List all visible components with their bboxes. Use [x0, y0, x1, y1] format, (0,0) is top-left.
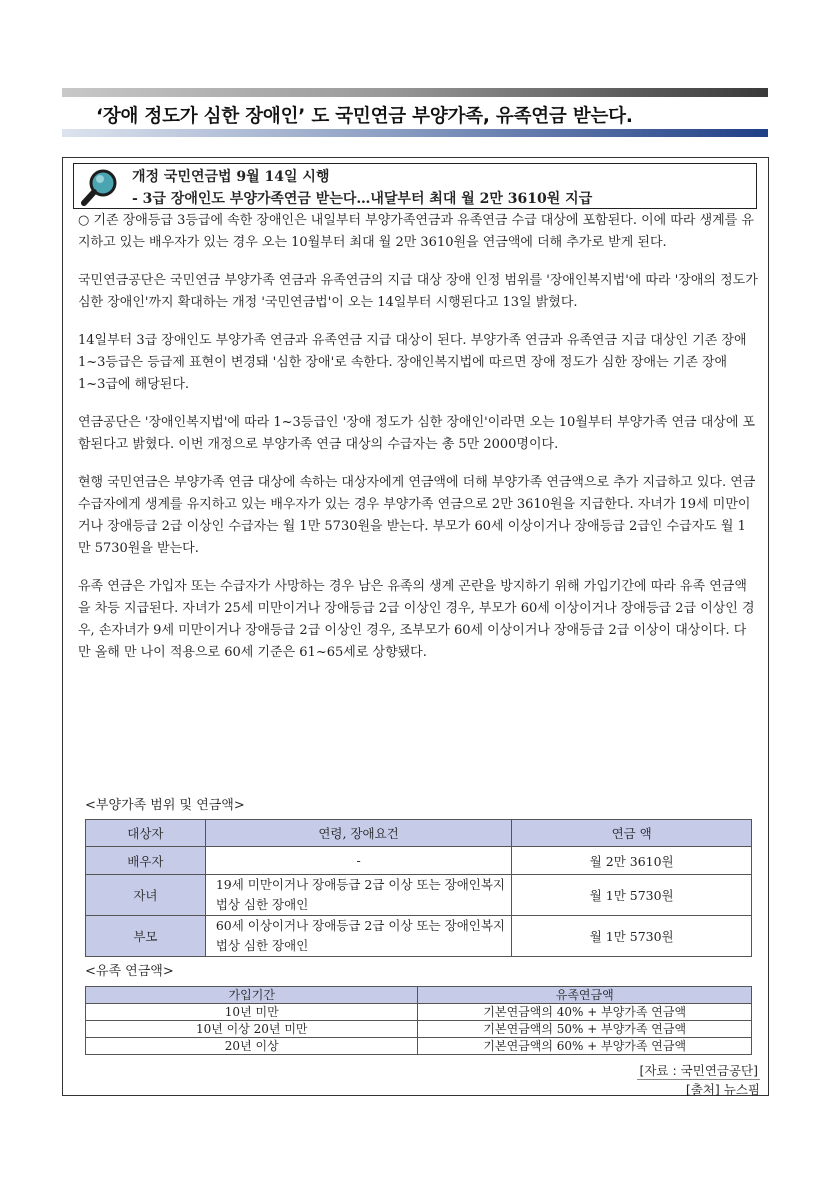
- table-row: [86, 847, 752, 875]
- period-cell: 10년 이상 20년 미만: [86, 1021, 418, 1038]
- survivor-table-caption: <유족 연금액>: [85, 964, 174, 979]
- table-header: 대상자: [86, 820, 206, 847]
- summary-line-2: - 3급 장애인도 부양가족연금 받는다…내달부터 최대 월 2만 3610원 지급: [132, 191, 593, 207]
- article-credit: [출처] 뉴스핌: [685, 1082, 760, 1097]
- table-header: 가입기간: [86, 987, 418, 1004]
- paragraph: 현행 국민연금은 부양가족 연금 대상에 속하는 대상자에게 연금액에 더해 부양가족 연금액으로 추가 지급하고 있다. 연금 수급자에게 생계를 유지하고 있는 배우자가 있는 경우 부양가족 연금으로 2만 3610원을 지급한다. 자녀가 19세 미만이거나 장애등급 2급 이상인 수급자는 월 1만 5730원을 받는다. 부모가 60세 이상이거나 장애등급 2급인 수급자도 월 1만 5730원을 받는다.: [78, 475, 756, 556]
- amount-cell: 월 1만 5730원: [512, 875, 752, 916]
- article-body: [78, 210, 758, 680]
- summary-box: [73, 163, 757, 209]
- amount-cell: 기본연금액의 40% + 부양가족 연금액: [418, 1004, 752, 1021]
- amount-cell: 월 1만 5730원: [512, 916, 752, 957]
- paragraph: ○ 기존 장애등급 3등급에 속한 장애인은 내일부터 부양가족연금과 유족연금 수급 대상에 포함된다. 이에 따라 생계를 유지하고 있는 배우자가 있는 경우 오는 10월부터 최대 월 2만 3610원을 연금액에 더해 추가로 받게 된다.: [78, 213, 754, 250]
- target-cell: 배우자: [86, 847, 206, 875]
- table-header-row: [86, 987, 752, 1004]
- period-cell: 20년 이상: [86, 1038, 418, 1055]
- amount-cell: 월 2만 3610원: [512, 847, 752, 875]
- table-header: 연금 액: [512, 820, 752, 847]
- paragraph: 연금공단은 '장애인복지법'에 따라 1~3등급인 '장애 정도가 심한 장애인'이라면 오는 10월부터 부양가족 연금 대상에 포함된다고 밝혔다. 이번 개정으로 부양가족 연금 대상의 수급자는 총 5만 2000명이다.: [78, 415, 756, 452]
- table-row: [86, 1038, 752, 1055]
- table-header: 유족연금액: [418, 987, 752, 1004]
- requirement-cell: 60세 이상이거나 장애등급 2급 이상 또는 장애인복지법상 심한 장애인: [205, 916, 512, 957]
- amount-cell: 기본연금액의 50% + 부양가족 연금액: [418, 1021, 752, 1038]
- requirement-cell: 19세 미만이거나 장애등급 2급 이상 또는 장애인복지법상 심한 장애인: [205, 875, 512, 916]
- table-header-row: [86, 820, 752, 847]
- headline-bottom-bar: [62, 129, 768, 137]
- table-header: 연령, 장애요건: [205, 820, 512, 847]
- table-row: [86, 875, 752, 916]
- headline-top-bar: [62, 88, 768, 97]
- dependent-table-caption: <부양가족 범위 및 연금액>: [85, 798, 245, 813]
- data-source-note: [자료 : 국민연금공단]: [639, 1063, 758, 1078]
- table-row: [86, 916, 752, 957]
- magnifier-icon: [80, 167, 120, 207]
- survivor-pension-table: [85, 986, 752, 1055]
- headline: ‘장애 정도가 심한 장애인’ 도 국민연금 부양가족, 유족연금 받는다.: [96, 106, 633, 127]
- dependent-pension-table: [85, 819, 752, 957]
- target-cell: 부모: [86, 916, 206, 957]
- period-cell: 10년 미만: [86, 1004, 418, 1021]
- requirement-cell: -: [205, 847, 512, 875]
- paragraph: 국민연금공단은 국민연금 부양가족 연금과 유족연금의 지급 대상 장애 인정 범위를 '장애인복지법'에 따라 '장애의 정도가 심한 장애인'까지 확대하는 개정 '국민연금법'이 오는 14일부터 시행된다고 13일 밝혔다.: [78, 273, 758, 310]
- paragraph: 유족 연금은 가입자 또는 수급자가 사망하는 경우 남은 유족의 생계 곤란을 방지하기 위해 가입기간에 따라 유족 연금액을 차등 지급된다. 자녀가 25세 미만이거나 장애등급 2급 이상인 경우, 부모가 60세 이상이거나 장애등급 2급 이상인 경우, 손자녀가 9세 미만이거나 장애등급 2급 이상인 경우, 조부모가 60세 이상이거나 장애등급 2급 이상이 대상이다. 다만 올해 만 나이 적용으로 60세 기준은 61~65세로 상향됐다.: [78, 579, 755, 660]
- summary-line-1: 개정 국민연금법 9월 14일 시행: [132, 169, 330, 185]
- paragraph: 14일부터 3급 장애인도 부양가족 연금과 유족연금 지급 대상이 된다. 부양가족 연금과 유족연금 지급 대상인 기존 장애 1~3등급은 등급제 표현이 변경돼 '심한 장애'로 속한다. 장애인복지법에 따르면 장애 정도가 심한 장애는 기존 장애 1~3급에 해당된다.: [78, 333, 747, 392]
- table-row: [86, 1004, 752, 1021]
- table-row: [86, 1021, 752, 1038]
- amount-cell: 기본연금액의 60% + 부양가족 연금액: [418, 1038, 752, 1055]
- article-box: [62, 157, 769, 1096]
- headline-banner: [62, 88, 768, 138]
- target-cell: 자녀: [86, 875, 206, 916]
